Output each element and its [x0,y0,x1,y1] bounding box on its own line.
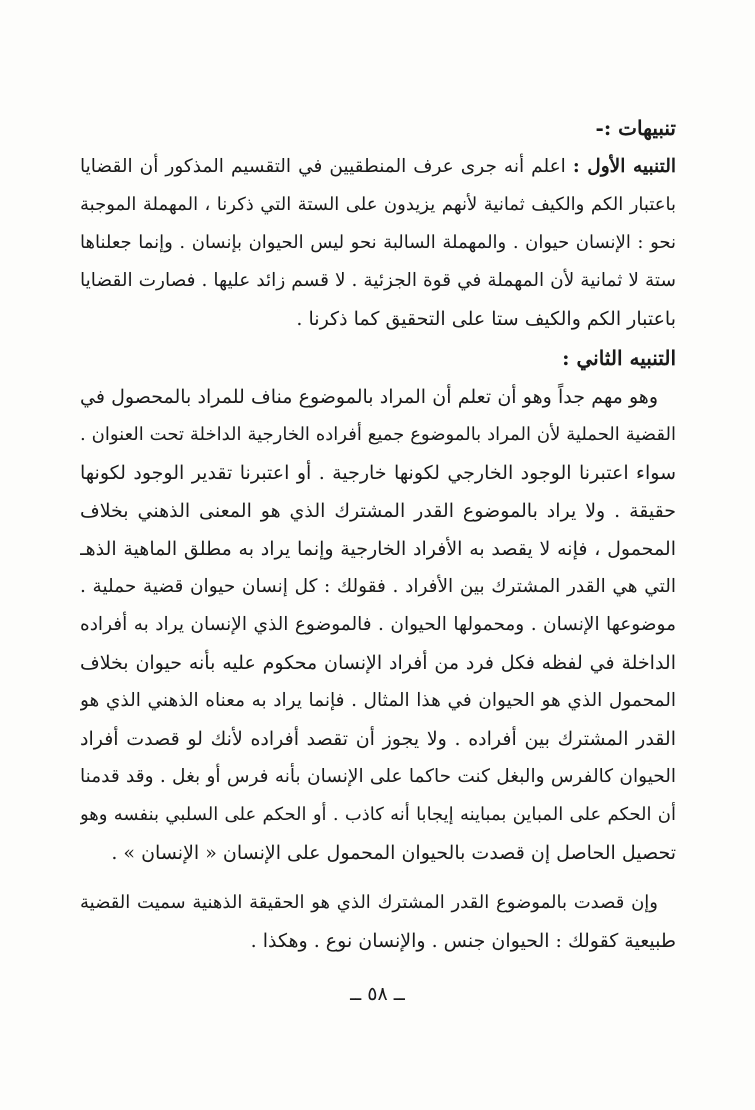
paragraph-gap [80,872,676,884]
note1-line-5: باعتبار الكم والكيف ستا على التحقيق كما ذكرنا . [296,308,676,330]
para3-line-2: طبيعية كقولك : الحيوان جنس . والإنسان نوع . وهكذا . [250,930,676,952]
note1-paragraph [80,148,676,338]
note2-line-13: تحصيل الحاصل إن قصدت بالحيوان المحمول على الإنسان « الإنسان » . [111,842,676,864]
para3-line-1: وإن قصدت بالموضوع القدر المشترك الذي هو الحقيقة الذهنية سميت القضية [80,892,658,913]
note2-line-2: القضية الحملية لأن المراد بالموضوع جميع أفراده الخارجية الداخلة تحت العنوان . [80,424,676,445]
document-page [80,108,676,960]
note1-title: التنبيه الأول : [572,156,676,177]
note1-line-4: ستة لا ثمانية لأن المهملة في قوة الجزئية . لا قسم زائد عليها . فصارت القضايا [80,270,676,291]
note1-line-2: باعتبار الكم والكيف ثمانية لأنهم يزيدون على الستة التي ذكرنا ، المهملة الموجبة [80,194,676,215]
note1-line-3: نحو : الإنسان حيوان . والمهملة السالبة نحو ليس الحيوان بإنسان . وإنما جعلناها [80,232,676,253]
note2-line-9: المحمول الذي هو الحيوان في هذا المثال . فإنما يراد به معناه الذهني الذي هو [80,690,676,711]
note2-line-4: حقيقة . ولا يراد بالموضوع القدر المشترك الذي هو المعنى الذهني بخلاف [80,500,676,522]
note2-line-5: المحمول ، فإنه لا يقصد به الأفراد الخارجية وإنما يراد به مطلق الماهية الذهـ [80,538,676,560]
note1-line-1-text: اعلم أنه جرى عرف المنطقيين في التقسيم المذكور أن القضايا [80,156,566,177]
page-number: ــ ٥٨ ــ [350,983,405,1005]
note1-line-1 [80,148,676,186]
note2-title: التنبيه الثاني : [562,346,676,370]
section-heading-notes: تنبيهات :- [595,116,676,140]
note2-paragraph [80,378,676,872]
note2-line-12: أن الحكم على المباين بمباينه إيجابا أنه كاذب . أو الحكم على السلبي بنفسه وهو [80,804,676,825]
note2-line-1: وهو مهم جداً وهو أن تعلم أن المراد بالموضوع مناف للمراد بالمحصول في [80,386,658,408]
note2-line-11: الحيوان كالفرس والبغل كنت حاكما على الإنسان بأنه فرس أو بغل . وقد قدمنا [80,766,676,787]
note2-line-6: التي هي القدر المشترك بين الأفراد . فقولك : كل إنسان حيوان قضية حملية . [80,576,676,597]
note2-line-3: سواء اعتبرنا الوجود الخارجي لكونها خارجية . أو اعتبرنا تقدير الوجود لكونها [80,462,676,484]
note2-line-7: موضوعها الإنسان . ومحمولها الحيوان . فالموضوع الذي الإنسان يراد به أفراده [80,614,676,635]
note2-line-8: الداخلة في لفظه فكل فرد من أفراد الإنسان محكوم عليه بأنه حيوان بخلاف [80,652,676,674]
para3-paragraph [80,884,676,960]
note2-line-10: القدر المشترك بين أفراده . ولا يجوز أن تقصد أفراده لأنك لو قصدت أفراد [80,728,676,750]
